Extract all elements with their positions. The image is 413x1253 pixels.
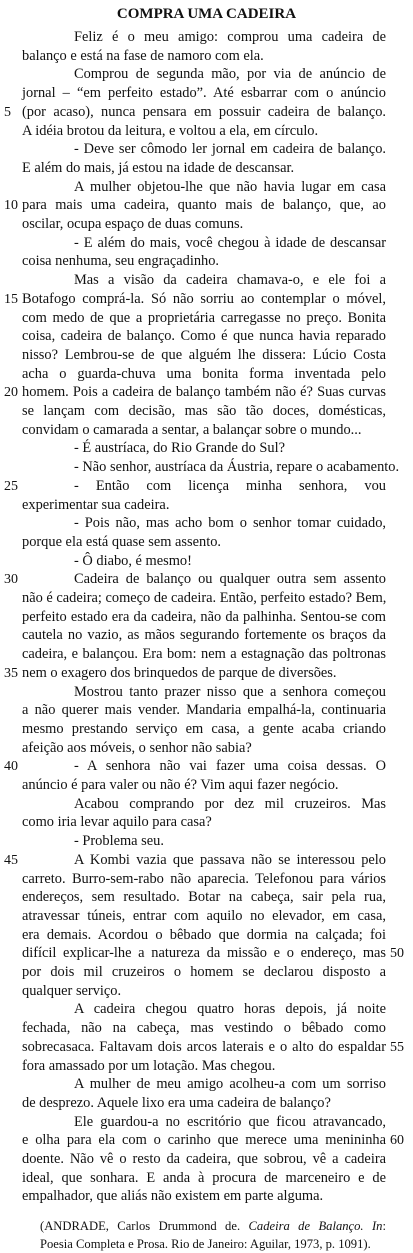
text-line: convidam o camarada a sentar, a balançar sobre o mundo...: [22, 421, 362, 438]
text-line: experimentar sua cadeira.: [22, 496, 170, 513]
text-line: nisso? Lembrou-se de que alguém lhe dissera: Lúcio Costa: [22, 346, 386, 363]
line-number: 10: [4, 198, 18, 214]
text-line: difícil explicar-lhe a natureza da missão e o endereço, mas: [22, 945, 386, 962]
text-line: cadeira, e balançou. Era bom: nem a estagnação das poltronas: [22, 646, 386, 663]
text-line: - Problema seu.: [74, 833, 164, 850]
text-line: Cadeira de balanço ou qualquer outra sem assento: [74, 571, 386, 588]
text-line: balanço e está na fase de namoro com ela.: [22, 47, 264, 64]
text-line: A Kombi vazia que passava não se interessou pelo: [74, 851, 386, 868]
text-line: e olha para ela com o carinho que merece uma menininha: [22, 1132, 386, 1149]
text-line: como iria levar aquilo para casa?: [22, 814, 212, 831]
text-line: homem. Pois a cadeira de balanço também não é? Suas curvas: [22, 384, 386, 401]
text-line: - Deve ser cômodo ler jornal em cadeira de balanço.: [74, 141, 386, 158]
line-number: 25: [4, 478, 18, 494]
text-line: - Ô diabo, é mesmo!: [74, 552, 192, 569]
text-line: anúncio é para valer ou não é? Vim aqui fazer negócio.: [22, 777, 339, 793]
text-line: com medo de que a proprietária carregasse no preço. Bonita: [22, 309, 386, 326]
text-line: Acabou comprando por dez mil cruzeiros. Mas: [74, 795, 386, 812]
text-line: afeição aos móveis, o senhor não sabia?: [22, 739, 252, 756]
document-title: COMPRA UMA CADEIRA: [116, 6, 297, 22]
text-line: porque ela está quase sem assento.: [22, 533, 222, 550]
text-line: - Não senhor, austríaca da Áustria, repare o acabamento.: [74, 459, 400, 476]
text-line: ideal, que sonhara. E anda à procura de marceneiro e de: [22, 1169, 386, 1186]
text-line: perfeito estado era da cadeira, não da palhinha. Sentou-se com: [22, 608, 386, 625]
text-line: Mas a visão da cadeira chamava-o, e ele foi a: [74, 272, 386, 289]
text-line: (por acaso), nunca pensara em possuir cadeira de balanço.: [22, 103, 386, 120]
line-number: 5: [4, 104, 11, 120]
text-line: para mais uma cadeira, quanto mais de balanço, que, ao: [22, 197, 386, 214]
text-line: qualquer serviço.: [22, 982, 122, 999]
line-number: 35: [4, 665, 18, 681]
text-line: nem o exagero dos brinquedos de parque de diversões.: [22, 664, 337, 681]
text-line: endereços, sem resultado. Botar na cabeça, sair pela rua,: [22, 889, 386, 906]
text-line: - Pois não, mas acho bom o senhor tomar cuidado,: [74, 515, 386, 532]
text-line: A mulher de meu amigo acolheu-a com um sorriso: [74, 1076, 386, 1093]
text-line: oscilar, ocupa espaço de duas comuns.: [22, 216, 244, 232]
text-line: fechada, não na cabeça, mas vestindo o bêbado como: [22, 1020, 386, 1037]
text-line: sobrecasaca. Faltavam dois arcos laterais e o alto do espaldar: [22, 1038, 386, 1055]
text-line: fora amassado por um lotação. Mas chegou.: [22, 1057, 276, 1074]
text-line: carreto. Burro-sem-rabo não aparecia. Telefonou para vários: [22, 870, 386, 887]
citation-punct: :: [382, 1219, 386, 1234]
line-number: 60: [390, 1133, 404, 1149]
text-line: A cadeira chegou quatro horas depois, já noite: [74, 1001, 386, 1018]
text-line: Ele guardou-a no escritório que ficou atravancado,: [74, 1113, 386, 1130]
text-line: Comprou de segunda mão, por via de anúncio de: [74, 66, 386, 83]
text-line: acha o guarda-chuva uma bonita forma inventada pelo: [22, 365, 386, 382]
text-line: mesmo prestando serviço em casa, a gente acaba criando: [22, 720, 386, 737]
text-line: A idéia brotou da leitura, e voltou a ela, em círculo.: [22, 122, 319, 139]
line-number: 20: [4, 385, 18, 401]
text-line: - Então com licença minha senhora, vou: [74, 477, 386, 494]
text-line: coisa, cadeira de balanço. Como é que nunca havia reparado: [22, 328, 386, 345]
text-line: Mostrou tanto prazer nisso que a senhora começou: [74, 683, 386, 700]
line-number: 15: [4, 291, 18, 307]
line-number: 45: [4, 852, 18, 868]
text-line: se lançam com decisão, mas são tão doces, domésticas,: [22, 403, 386, 419]
text-line: E além do mais, já estou na idade de descansar.: [22, 159, 295, 176]
text-line: A mulher objetou-lhe que não havia lugar em casa: [74, 178, 386, 195]
text-line: jornal – “em perfeito estado”. Até esbarrar com o anúncio: [22, 85, 386, 102]
citation-line-2: Poesia Completa e Prosa. Rio de Janeiro: Aguilar, 1973, p. 1091).: [40, 1237, 371, 1252]
text-line: - É austríaca, do Rio Grande do Sul?: [74, 440, 286, 457]
text-line: de desprezo. Aquele lixo era uma cadeira de balanço?: [22, 1094, 331, 1111]
text-line: coisa nenhuma, seu engraçadinho.: [22, 253, 219, 270]
text-line: - E além do mais, você chegou à idade de descansar: [74, 234, 386, 251]
text-line: empalhador, que aliás não existem em parte alguma.: [22, 1188, 324, 1205]
line-number: 40: [4, 759, 18, 775]
text-line: era demais. Acordou o bêbado que dormia na calçada; foi: [22, 926, 386, 943]
text-line: atravessar túneis, entrar com aquilo no elevador, em casa,: [22, 907, 386, 924]
text-line: a não querer mais vender. Mandaria empalhá-la, continuaria: [22, 702, 386, 719]
text-line: por dois mil cruzeiros o homem se declarou disposto a: [22, 964, 386, 980]
text-line: doente. Não vê o resto da cadeira, que sobrou, vê a cadeira: [22, 1151, 386, 1167]
text-line: não é cadeira; começo de cadeira. Então, perfeito estado? Bem,: [22, 590, 387, 606]
line-number: 50: [390, 946, 404, 962]
citation-author: (ANDRADE, Carlos Drummond de.: [40, 1219, 249, 1234]
text-line: Botafogo comprá-la. Só não sorriu ao contemplar o móvel,: [22, 290, 386, 307]
line-number: 55: [390, 1039, 404, 1055]
citation-line-1: [40, 1217, 386, 1235]
text-line: - A senhora não vai fazer uma coisa dessas. O: [74, 758, 386, 775]
text-line: cautela no vazio, as mãos segurando fortemente os braços da: [22, 627, 386, 644]
citation-title: Cadeira de Balanço. In: [248, 1219, 383, 1234]
text-line: Feliz é o meu amigo: comprou uma cadeira de: [74, 29, 386, 45]
line-number: 30: [4, 572, 18, 588]
